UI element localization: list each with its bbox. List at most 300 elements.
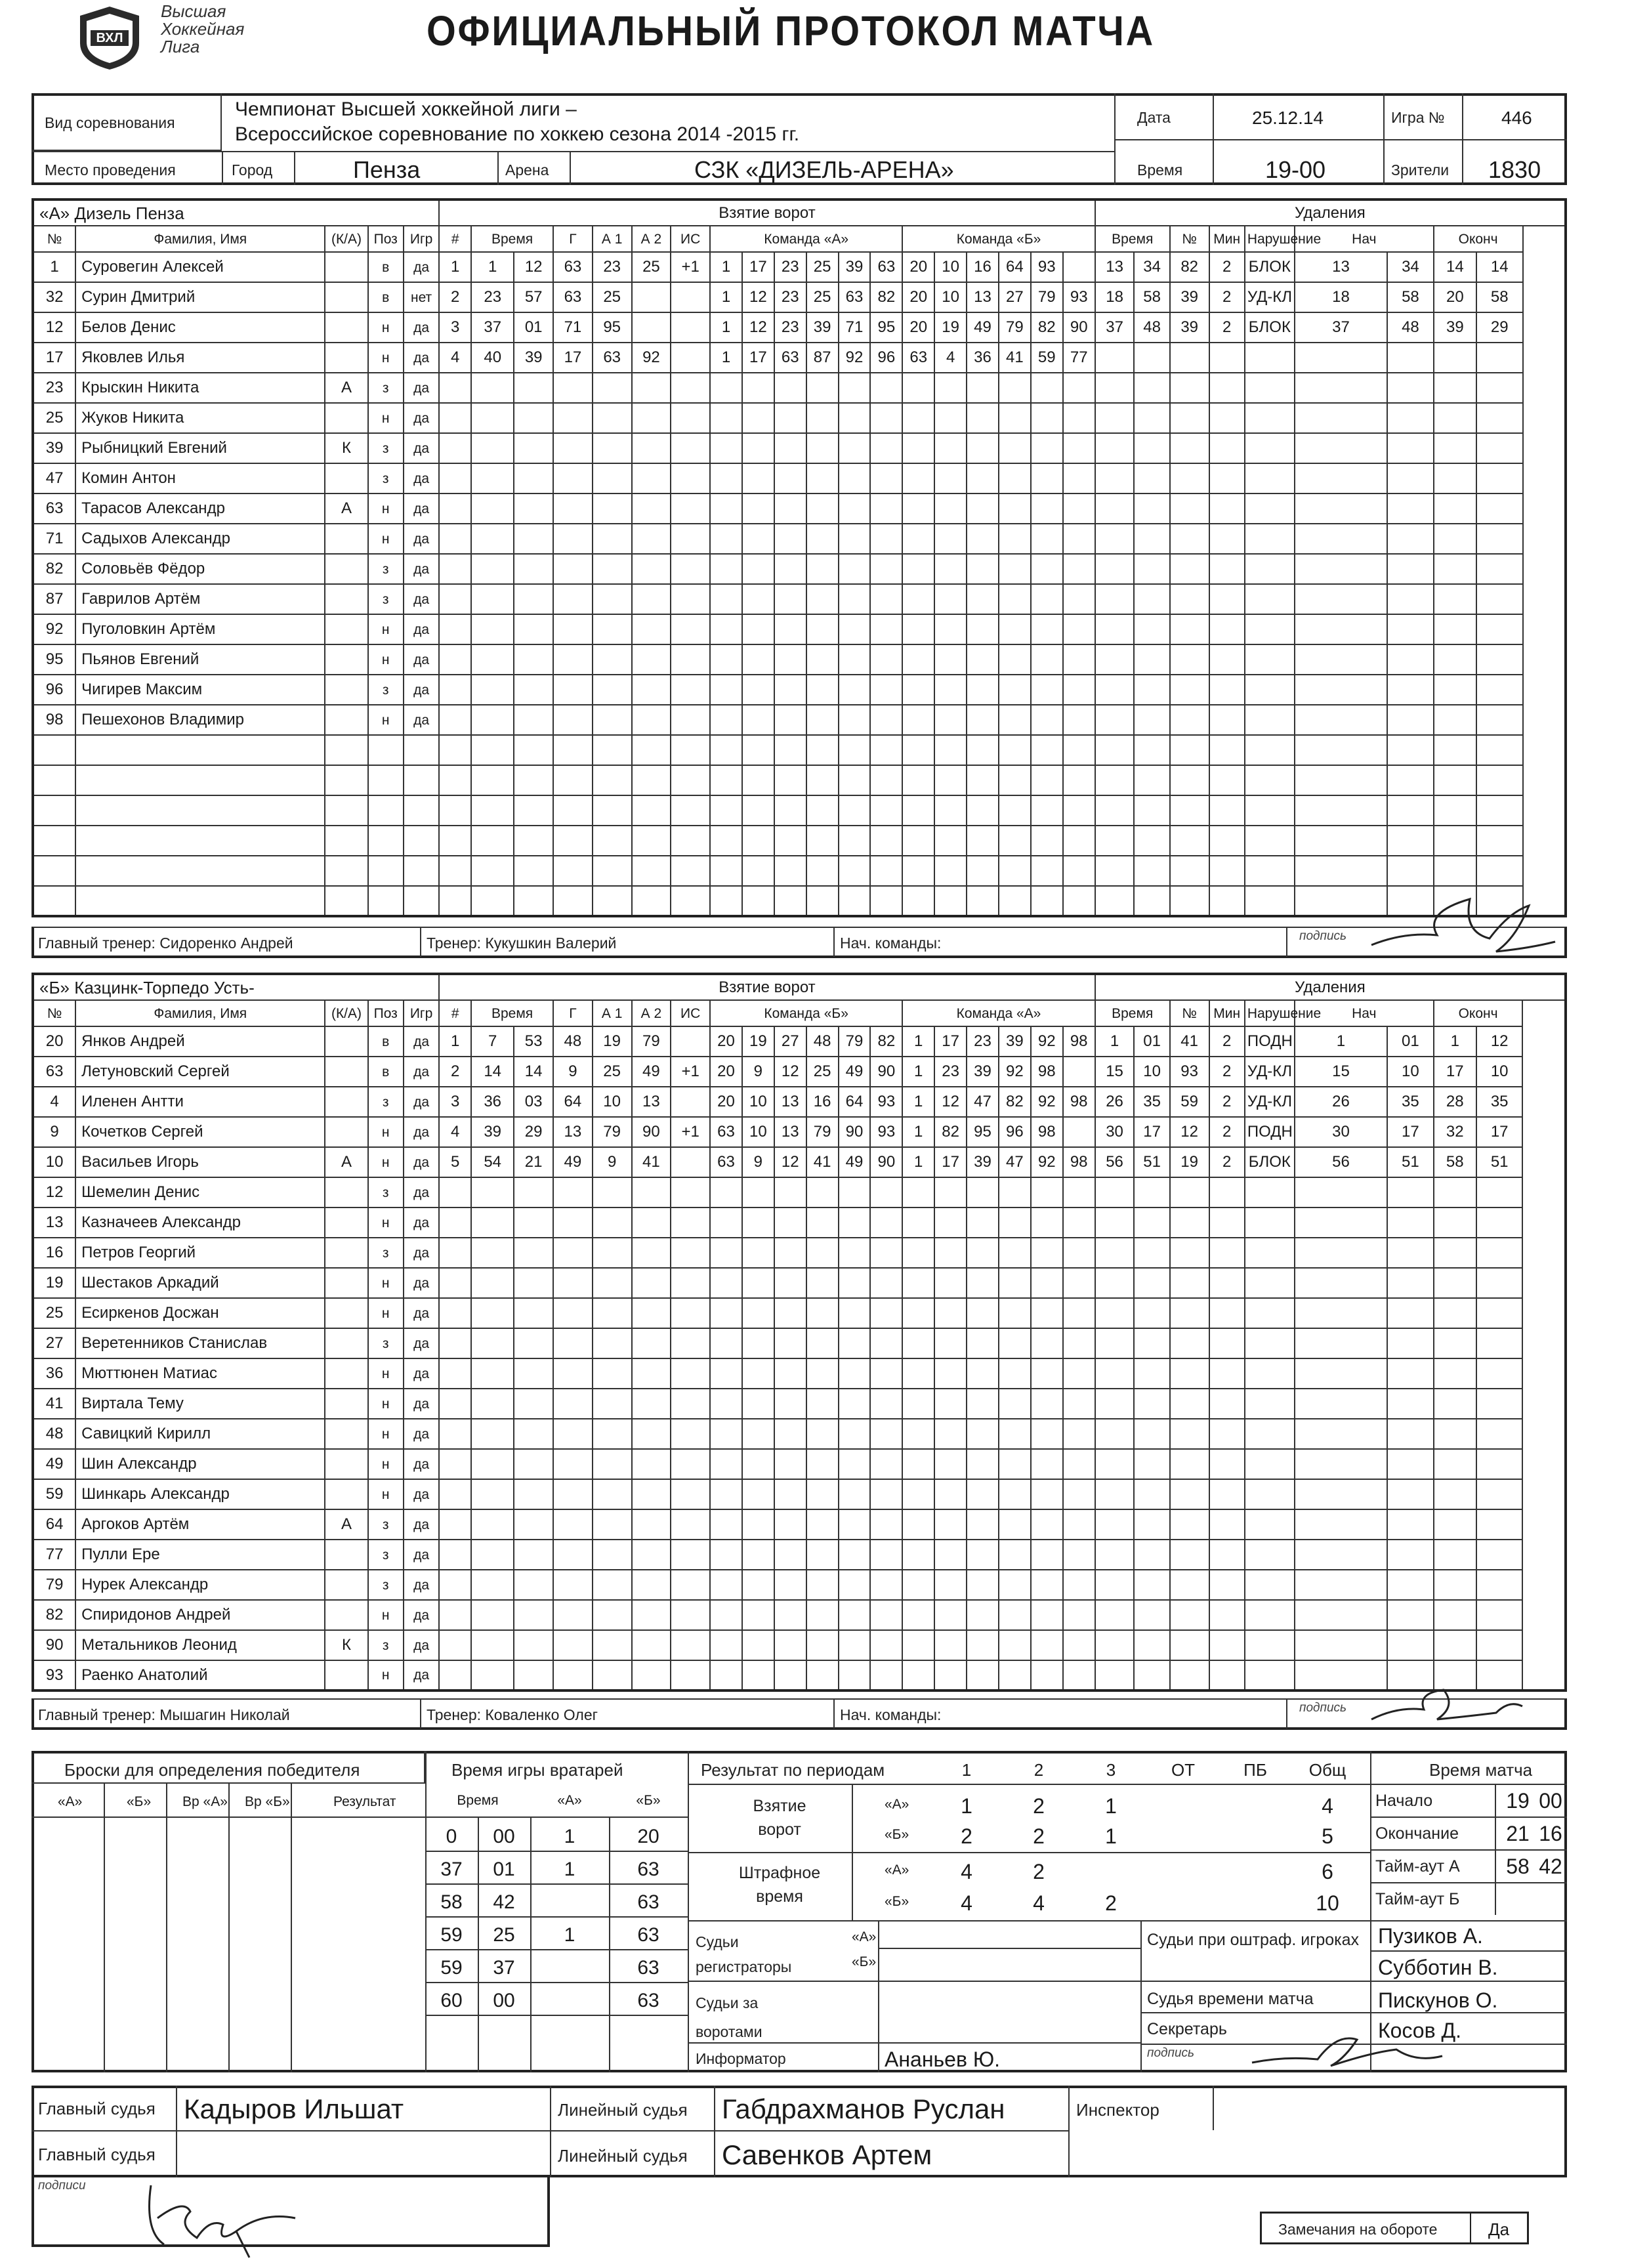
penalty-cell: [1387, 1509, 1434, 1540]
player-cell: Шемелин Денис: [75, 1177, 325, 1208]
onice-cell: [967, 1660, 999, 1690]
onice-cell: 9: [742, 1147, 774, 1177]
linesman-1: Габдрахманов Руслан: [722, 2093, 1005, 2124]
player-cell: з: [368, 1570, 404, 1600]
penalty-cell: [1095, 1358, 1135, 1389]
player-cell: да: [404, 1479, 439, 1509]
onice-cell: [1063, 1660, 1095, 1690]
onice-cell: [999, 1389, 1031, 1419]
penalty-cell: 13: [1095, 252, 1135, 282]
onice-cell: [742, 433, 774, 463]
player-cell: да: [404, 1268, 439, 1298]
penalty-cell: [1134, 524, 1169, 554]
penalty-cell: [1095, 463, 1135, 494]
onice-cell: 93: [870, 1087, 902, 1117]
player-cell: [325, 1057, 367, 1087]
onice-cell: [742, 1328, 774, 1358]
player-cell: [368, 735, 404, 765]
onice-cell: [806, 433, 839, 463]
penalty-cell: [1170, 463, 1209, 494]
onice-cell: [839, 1630, 871, 1660]
table-row: [33, 1057, 1566, 1087]
penalty-cell: [1476, 433, 1523, 463]
match-time-title: Время матча: [1429, 1760, 1533, 1780]
penalty-cell: [1134, 343, 1169, 373]
onice-cell: [870, 1328, 902, 1358]
onice-cell: [710, 403, 742, 433]
goal-cell: [632, 312, 671, 343]
onice-cell: [1063, 1117, 1095, 1147]
onice-cell: [934, 433, 967, 463]
city-label: Город: [232, 161, 273, 178]
goal-cell: [553, 1389, 593, 1419]
penalty-cell: [1134, 584, 1169, 614]
player-cell: А: [325, 1147, 367, 1177]
player-cell: [325, 705, 367, 735]
penalty-cell: [1295, 1268, 1387, 1298]
onice-cell: [870, 1177, 902, 1208]
goal-cell: [593, 735, 632, 765]
onice-cell: [870, 1238, 902, 1268]
goal-cell: [553, 373, 593, 403]
onice-cell: [870, 735, 902, 765]
penalty-cell: 1: [1434, 1026, 1476, 1057]
goal-cell: [514, 1540, 553, 1570]
onice-cell: [839, 1540, 871, 1570]
onice-cell: [710, 1600, 742, 1630]
onice-cell: [967, 1238, 999, 1268]
player-cell: [325, 1419, 367, 1449]
pbox-judges-label: Судьи при оштраф. игроках: [1147, 1931, 1360, 1949]
goal-cell: [514, 1419, 553, 1449]
onice-cell: [1063, 252, 1095, 282]
penalty-cell: 26: [1295, 1087, 1387, 1117]
period-value: 4: [1322, 1794, 1333, 1818]
col-ka: (К/А): [325, 226, 367, 252]
onice-cell: [1063, 1328, 1095, 1358]
goal-cell: [632, 433, 671, 463]
onice-cell: 79: [1031, 282, 1063, 312]
onice-cell: [902, 494, 934, 524]
player-cell: [325, 403, 367, 433]
goal-cell: [471, 1449, 514, 1479]
penalty-cell: [1387, 1358, 1434, 1389]
onice-cell: [1031, 494, 1063, 524]
penalty-cell: [1295, 343, 1387, 373]
player-cell: з: [368, 1177, 404, 1208]
goal-cell: [471, 1238, 514, 1268]
onice-cell: [839, 644, 871, 675]
onice-cell: [1031, 1419, 1063, 1449]
onice-cell: 20: [902, 312, 934, 343]
player-cell: з: [368, 463, 404, 494]
inspector-label: Инспектор: [1076, 2100, 1159, 2120]
table-row: [33, 584, 1566, 614]
penalty-cell: [1387, 463, 1434, 494]
onice-cell: [742, 463, 774, 494]
goal-cell: [471, 554, 514, 584]
penalty-cell: 48: [1387, 312, 1434, 343]
onice-cell: [870, 765, 902, 795]
onice-cell: [934, 463, 967, 494]
player-cell: [33, 856, 75, 886]
onice-cell: [806, 1660, 839, 1690]
penalty-cell: [1245, 1328, 1295, 1358]
player-cell: 98: [33, 705, 75, 735]
onice-cell: 82: [1031, 312, 1063, 343]
player-cell: [404, 826, 439, 856]
onice-cell: [870, 554, 902, 584]
goal-cell: [593, 1298, 632, 1328]
goal-cell: [471, 675, 514, 705]
penalty-cell: 12: [1476, 1026, 1523, 1057]
penalty-cell: [1209, 1449, 1245, 1479]
penalty-cell: 17: [1434, 1057, 1476, 1087]
goal-cell: 13: [553, 1117, 593, 1147]
onice-cell: [1063, 765, 1095, 795]
onice-cell: [902, 554, 934, 584]
penalty-cell: [1245, 1630, 1295, 1660]
onice-cell: [934, 494, 967, 524]
onice-cell: 47: [967, 1087, 999, 1117]
goal-judges-label: Судьи за воротами: [696, 1994, 762, 2040]
table-row: [33, 1268, 1566, 1298]
penalty-cell: [1134, 1208, 1169, 1238]
player-cell: 90: [33, 1630, 75, 1660]
period-value: 1: [1105, 1824, 1117, 1848]
player-cell: [75, 735, 325, 765]
player-cell: да: [404, 1328, 439, 1358]
penalty-cell: [1295, 1358, 1387, 1389]
goal-cell: 41: [632, 1147, 671, 1177]
player-cell: Веретенников Станислав: [75, 1328, 325, 1358]
penalty-cell: [1134, 1570, 1169, 1600]
shootout-col: Результат: [333, 1794, 396, 1809]
periods-title: Результат по периодам: [701, 1760, 885, 1780]
penalty-cell: [1387, 403, 1434, 433]
player-cell: да: [404, 312, 439, 343]
player-cell: Крыскин Никита: [75, 373, 325, 403]
player-cell: Иленен Антти: [75, 1087, 325, 1117]
penalty-cell: [1170, 1540, 1209, 1570]
penalty-cell: 51: [1134, 1147, 1169, 1177]
penalty-cell: [1095, 1449, 1135, 1479]
penalty-cell: [1476, 1419, 1523, 1449]
player-cell: [325, 1298, 367, 1328]
goal-cell: 64: [553, 1087, 593, 1117]
player-cell: 20: [33, 1026, 75, 1057]
onice-cell: [1063, 1479, 1095, 1509]
penalty-cell: 2: [1209, 312, 1245, 343]
onice-cell: 95: [870, 312, 902, 343]
player-cell: з: [368, 584, 404, 614]
penalty-cell: [1170, 1660, 1209, 1690]
match-time-mm: 42: [1539, 1855, 1562, 1878]
goal-cell: [593, 524, 632, 554]
onice-cell: 59: [1031, 343, 1063, 373]
player-cell: [325, 1540, 367, 1570]
player-cell: 82: [33, 554, 75, 584]
onice-cell: [806, 1540, 839, 1570]
onice-cell: [806, 1298, 839, 1328]
col-pend: Оконч: [1434, 226, 1523, 252]
player-cell: [325, 524, 367, 554]
goal-cell: [593, 494, 632, 524]
match-time-hh: 58: [1506, 1855, 1530, 1878]
penalty-cell: [1170, 584, 1209, 614]
onice-cell: 17: [742, 252, 774, 282]
penalty-cell: [1476, 1630, 1523, 1660]
onice-cell: [934, 1600, 967, 1630]
onice-cell: [710, 584, 742, 614]
onice-cell: 98: [1031, 1117, 1063, 1147]
penalty-cell: [1134, 373, 1169, 403]
goal-cell: [439, 1238, 471, 1268]
onice-cell: [774, 1479, 806, 1509]
player-cell: [325, 1268, 367, 1298]
player-cell: да: [404, 705, 439, 735]
penalty-cell: [1387, 1479, 1434, 1509]
goal-cell: [439, 886, 471, 916]
goal-cell: [553, 433, 593, 463]
player-cell: Мюттюнен Матиас: [75, 1358, 325, 1389]
penalty-cell: 13: [1295, 252, 1387, 282]
goal-cell: [671, 644, 710, 675]
goal-cell: 63: [553, 252, 593, 282]
player-cell: [325, 252, 367, 282]
goal-cell: [471, 1479, 514, 1509]
player-cell: Виртала Тему: [75, 1389, 325, 1419]
period-value: 2: [1033, 1794, 1045, 1818]
penalty-cell: [1170, 1328, 1209, 1358]
onice-cell: [902, 765, 934, 795]
onice-cell: [870, 524, 902, 554]
player-cell: з: [368, 373, 404, 403]
goal-cell: [593, 1509, 632, 1540]
onice-cell: [902, 1509, 934, 1540]
goal-cell: [632, 1419, 671, 1449]
col-pmin: Мин: [1209, 1000, 1245, 1026]
goal-cell: 57: [514, 282, 553, 312]
player-cell: н: [368, 403, 404, 433]
penalty-cell: [1209, 1540, 1245, 1570]
onice-cell: [806, 1600, 839, 1630]
penalty-cell: [1434, 1449, 1476, 1479]
onice-cell: [934, 554, 967, 584]
penalty-cell: [1476, 644, 1523, 675]
table-row: [33, 795, 1566, 826]
penalty-cell: [1387, 1600, 1434, 1630]
goal-cell: [439, 826, 471, 856]
onice-cell: [742, 1449, 774, 1479]
penalty-cell: [1295, 403, 1387, 433]
vhl-logo: [73, 4, 146, 73]
onice-cell: [967, 584, 999, 614]
player-cell: [325, 463, 367, 494]
onice-cell: [774, 614, 806, 644]
penalty-cell: [1095, 1389, 1135, 1419]
onice-cell: [934, 403, 967, 433]
goal-cell: 37: [471, 312, 514, 343]
penalty-cell: [1434, 524, 1476, 554]
player-cell: А: [325, 373, 367, 403]
penalty-cell: 2: [1209, 1087, 1245, 1117]
onice-cell: 23: [934, 1057, 967, 1087]
goal-cell: [593, 1479, 632, 1509]
onice-cell: [1031, 765, 1063, 795]
player-cell: Пьянов Евгений: [75, 644, 325, 675]
penalty-cell: [1245, 524, 1295, 554]
goal-cell: [514, 1509, 553, 1540]
penalty-cell: УД-КЛ: [1245, 282, 1295, 312]
onice-cell: [902, 1268, 934, 1298]
onice-cell: 27: [774, 1026, 806, 1057]
penalty-cell: [1134, 1358, 1169, 1389]
onice-cell: [710, 856, 742, 886]
player-cell: в: [368, 282, 404, 312]
penalty-cell: [1434, 735, 1476, 765]
onice-cell: [839, 524, 871, 554]
penalty-cell: [1170, 1389, 1209, 1419]
period-value: 1: [961, 1794, 972, 1818]
onice-cell: [742, 1600, 774, 1630]
penalty-cell: [1476, 1570, 1523, 1600]
penalty-cell: [1476, 1238, 1523, 1268]
penalty-cell: [1209, 373, 1245, 403]
penalty-cell: [1134, 856, 1169, 886]
penalty-cell: [1295, 1479, 1387, 1509]
penalty-cell: [1476, 1600, 1523, 1630]
goal-cell: [514, 1328, 553, 1358]
player-cell: [404, 886, 439, 916]
shootout-title: Броски для определения победителя: [64, 1760, 360, 1780]
onice-cell: [710, 1449, 742, 1479]
penalty-cell: 37: [1095, 312, 1135, 343]
match-time-label: Начало: [1375, 1792, 1433, 1810]
onice-cell: [934, 1570, 967, 1600]
player-cell: да: [404, 1358, 439, 1389]
onice-cell: [839, 494, 871, 524]
match-time-mm: 16: [1539, 1822, 1562, 1845]
onice-cell: [967, 856, 999, 886]
penalty-cell: 17: [1134, 1117, 1169, 1147]
penalty-cell: [1209, 1298, 1245, 1328]
goal-cell: 19: [593, 1026, 632, 1057]
goal-cell: [671, 1630, 710, 1660]
period-value: 4: [1033, 1891, 1045, 1915]
goal-cell: [671, 1570, 710, 1600]
onice-cell: [742, 1208, 774, 1238]
goal-cell: [671, 312, 710, 343]
onice-cell: [1063, 705, 1095, 735]
goal-cell: [671, 1600, 710, 1630]
onice-cell: [1031, 1600, 1063, 1630]
penalty-cell: [1387, 584, 1434, 614]
onice-cell: [999, 1177, 1031, 1208]
onice-cell: [839, 1389, 871, 1419]
onice-cell: [934, 1177, 967, 1208]
onice-cell: [902, 705, 934, 735]
penalty-cell: [1476, 1540, 1523, 1570]
goal-cell: [593, 1328, 632, 1358]
onice-cell: 39: [967, 1057, 999, 1087]
penalty-cell: [1170, 826, 1209, 856]
penalty-cell: [1245, 826, 1295, 856]
onice-cell: [710, 826, 742, 856]
onice-cell: [1063, 494, 1095, 524]
onice-cell: [774, 1238, 806, 1268]
team-a-signature: [1365, 886, 1562, 958]
onice-cell: [934, 1298, 967, 1328]
penalty-cell: [1209, 1328, 1245, 1358]
penalty-cell: [1434, 1208, 1476, 1238]
player-cell: Садыхов Александр: [75, 524, 325, 554]
onice-cell: [806, 765, 839, 795]
onice-cell: [870, 1358, 902, 1389]
onice-cell: [967, 614, 999, 644]
player-cell: 13: [33, 1208, 75, 1238]
player-cell: 19: [33, 1268, 75, 1298]
goal-cell: 1: [439, 252, 471, 282]
onice-cell: [934, 1449, 967, 1479]
goal-cell: [553, 1570, 593, 1600]
penalty-cell: [1387, 1540, 1434, 1570]
goal-cell: [471, 1268, 514, 1298]
onice-cell: [999, 886, 1031, 916]
player-cell: [325, 735, 367, 765]
onice-cell: [999, 1208, 1031, 1238]
onice-cell: [999, 584, 1031, 614]
goal-cell: [671, 1540, 710, 1570]
penalty-cell: 56: [1295, 1147, 1387, 1177]
goal-cell: [553, 1479, 593, 1509]
onice-cell: [839, 735, 871, 765]
team-a-protocol: [31, 198, 1567, 917]
onice-cell: [710, 554, 742, 584]
table-row: [33, 1328, 1566, 1358]
goal-cell: [632, 1509, 671, 1540]
logo-text: [161, 3, 244, 56]
col-is: ИС: [671, 226, 710, 252]
goal-cell: [471, 1298, 514, 1328]
penalty-cell: [1170, 1509, 1209, 1540]
onice-cell: 48: [806, 1026, 839, 1057]
match-time-label: Тайм-аут Б: [1375, 1890, 1460, 1908]
penalty-cell: 12: [1170, 1117, 1209, 1147]
col-ptime: Время: [1095, 226, 1170, 252]
onice-cell: [934, 524, 967, 554]
penalty-cell: [1209, 705, 1245, 735]
penalty-cell: [1095, 343, 1135, 373]
penalty-cell: [1476, 373, 1523, 403]
penalty-cell: [1170, 1208, 1209, 1238]
onice-cell: [839, 463, 871, 494]
onice-cell: [742, 675, 774, 705]
onice-cell: [902, 524, 934, 554]
onice-cell: [1031, 584, 1063, 614]
player-cell: 32: [33, 282, 75, 312]
onice-cell: [742, 1238, 774, 1268]
goal-cell: [553, 735, 593, 765]
onice-cell: [870, 1630, 902, 1660]
player-cell: Суровегин Алексей: [75, 252, 325, 282]
penalty-cell: [1245, 373, 1295, 403]
goal-cell: [471, 494, 514, 524]
onice-cell: [902, 1600, 934, 1630]
goal-cell: [632, 373, 671, 403]
penalty-cell: [1387, 1177, 1434, 1208]
player-cell: [325, 584, 367, 614]
